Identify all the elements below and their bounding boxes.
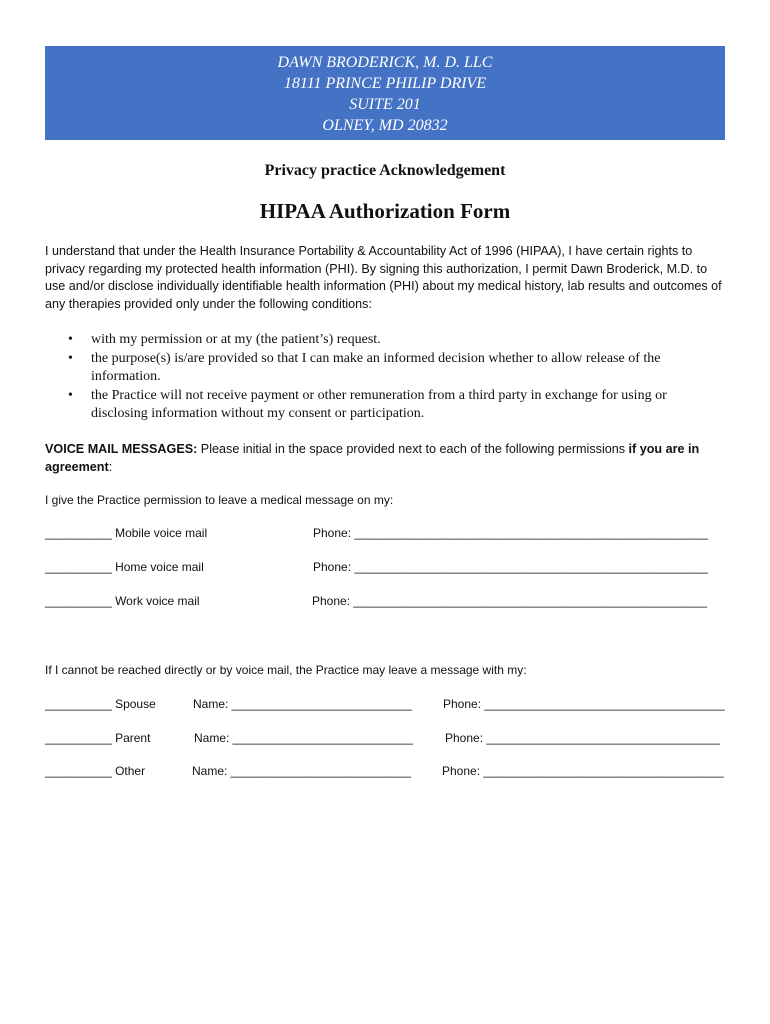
parent-initial[interactable]: __________ Parent (45, 731, 151, 745)
voicemail-instructions (45, 440, 730, 476)
other-name[interactable]: Name: ___________________________ (192, 764, 411, 778)
voicemail-end: : (108, 460, 113, 474)
voicemail-text: Please initial in the space provided next to each of the following permissions (197, 442, 629, 456)
practice-street: 18111 PRINCE PHILIP DRIVE (283, 75, 487, 92)
voicemail-agreement: if you are in agreement (45, 442, 700, 474)
form-title: HIPAA Authorization Form (259, 199, 511, 223)
parent-name[interactable]: Name: ___________________________ (194, 731, 413, 745)
condition-item (45, 331, 725, 350)
practice-city: OLNEY, MD 20832 (322, 117, 448, 134)
parent-phone[interactable]: Phone: ___________________________________ (445, 731, 720, 745)
practice-suite: SUITE 201 (349, 96, 421, 113)
practice-header (45, 46, 725, 140)
condition-text: the purpose(s) is/are provided so that I can make an informed decision whether to allow release of the information. (91, 350, 661, 384)
condition-text: with my permission or at my (the patient’s) request. (91, 332, 381, 347)
voicemail-heading: VOICE MAIL MESSAGES: (45, 442, 198, 456)
other-phone[interactable]: Phone: ____________________________________ (442, 764, 724, 778)
home-voicemail-initial[interactable]: __________ Home voice mail (45, 560, 204, 574)
spouse-name[interactable]: Name: ___________________________ (193, 697, 412, 711)
give-permission-text: I give the Practice permission to leave a medical message on my: (45, 493, 394, 507)
other-initial[interactable]: __________ Other (45, 764, 146, 778)
practice-name: DAWN BRODERICK, M. D. LLC (277, 54, 493, 71)
reach-text: If I cannot be reached directly or by voice mail, the Practice may leave a message with my: (45, 663, 527, 677)
bullet-icon: • (68, 350, 73, 366)
intro-paragraph: I understand that under the Health Insurance Portability & Accountability Act of 1996 (HIPAA), I have certain rights to privacy regarding my protected health information (PHI). By signing this authorization, I permit Dawn Broderick, M.D. to use and/or disclose individually identifiable health information (PHI) about my medical history, lab results and outcomes of any therapies provided only under the following conditions: (45, 244, 722, 311)
mobile-voicemail-phone[interactable]: Phone: _____________________________________________________ (313, 526, 709, 540)
condition-text: the Practice will not receive payment or other remuneration from a third party in exchange for using or disclosing information without my consent or participation. (91, 387, 667, 421)
mobile-voicemail-initial[interactable]: __________ Mobile voice mail (45, 526, 208, 540)
conditions-list (45, 331, 725, 424)
work-voicemail-phone[interactable]: Phone: _____________________________________________________ (312, 594, 708, 608)
bullet-icon: • (68, 332, 73, 347)
work-voicemail-initial[interactable]: __________ Work voice mail (45, 594, 200, 608)
spouse-phone[interactable]: Phone: ____________________________________ (443, 697, 725, 711)
spouse-initial[interactable]: __________ Spouse (45, 697, 156, 711)
form-subtitle: Privacy practice Acknowledgement (264, 162, 506, 179)
condition-item (45, 387, 725, 424)
home-voicemail-phone[interactable]: Phone: _____________________________________________________ (313, 560, 709, 574)
condition-item (45, 350, 725, 387)
bullet-icon: • (68, 387, 73, 403)
